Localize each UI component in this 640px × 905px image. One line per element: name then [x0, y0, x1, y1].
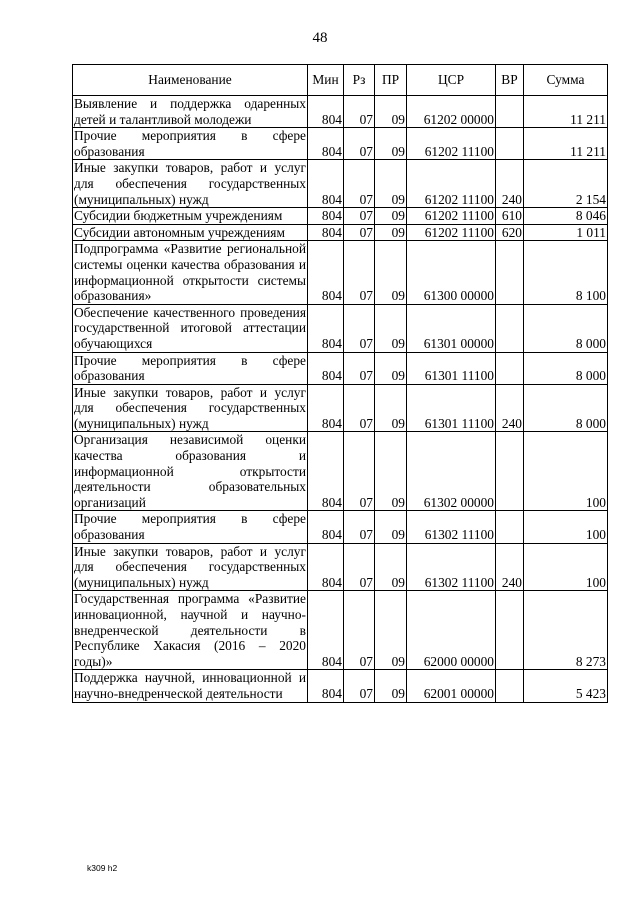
cell-vr [496, 304, 524, 352]
cell-name: Прочие мероприятия в сфере образования [74, 352, 306, 384]
table-row [73, 543, 608, 591]
cell-min: 804 [308, 384, 344, 432]
cell-rz: 07 [344, 384, 375, 432]
cell-rz: 07 [344, 96, 375, 128]
cell-min: 804 [308, 224, 344, 241]
budget-table [72, 64, 608, 703]
cell-sum: 8 000 [524, 304, 608, 352]
cell-csr: 61302 11100 [407, 511, 496, 543]
cell-rz: 07 [344, 543, 375, 591]
cell-name: Государственная программа «Развитие инновационной, научной и научно-внедренческой деятельности в Республике Хакасия (2016 – 2020 годы)» [74, 591, 306, 669]
cell-rz: 07 [344, 208, 375, 225]
cell-csr: 61302 00000 [407, 432, 496, 511]
cell-vr: 240 [496, 543, 524, 591]
cell-rz: 07 [344, 511, 375, 543]
cell-name: Подпрограмма «Развитие региональной системы оценки качества образования и информационной открытости системы образования» [74, 241, 306, 304]
cell-rz: 07 [344, 432, 375, 511]
cell-pr: 09 [375, 208, 407, 225]
cell-vr: 240 [496, 160, 524, 208]
cell-pr: 09 [375, 384, 407, 432]
cell-min: 804 [308, 128, 344, 160]
header-min: Мин [308, 65, 344, 96]
cell-sum: 11 211 [524, 96, 608, 128]
table-row [73, 511, 608, 543]
cell-pr: 09 [375, 591, 407, 670]
cell-vr [496, 352, 524, 384]
cell-csr: 61202 11100 [407, 128, 496, 160]
table-row [73, 241, 608, 304]
table-row [73, 591, 608, 670]
cell-name: Субсидии бюджетным учреждениям [73, 208, 308, 225]
cell-vr [496, 432, 524, 511]
cell-vr [496, 591, 524, 670]
cell-vr [496, 128, 524, 160]
table-row [73, 670, 608, 702]
cell-name: Организация независимой оценки качества образования и информационной открытости деятельности образовательных организаций [74, 432, 306, 510]
cell-pr: 09 [375, 241, 407, 304]
cell-sum: 8 100 [524, 241, 608, 304]
footer-code: k309 h2 [87, 863, 118, 873]
cell-vr [496, 241, 524, 304]
cell-rz: 07 [344, 670, 375, 702]
cell-csr: 61301 11100 [407, 384, 496, 432]
cell-csr: 61202 11100 [407, 224, 496, 241]
header-pr: ПР [375, 65, 407, 96]
cell-sum: 8 000 [524, 352, 608, 384]
cell-min: 804 [308, 543, 344, 591]
cell-rz: 07 [344, 224, 375, 241]
cell-min: 804 [308, 511, 344, 543]
cell-name: Поддержка научной, инновационной и научно-внедренческой деятельности [74, 670, 306, 701]
table-row [73, 96, 608, 128]
cell-pr: 09 [375, 304, 407, 352]
cell-name: Иные закупки товаров, работ и услуг для обеспечения государственных (муниципальных) нужд [74, 160, 306, 207]
header-sum: Сумма [524, 65, 608, 96]
cell-csr: 61301 11100 [407, 352, 496, 384]
cell-rz: 07 [344, 160, 375, 208]
cell-pr: 09 [375, 96, 407, 128]
table-row [73, 304, 608, 352]
table-header-row [73, 65, 608, 96]
cell-sum: 100 [524, 543, 608, 591]
cell-name: Обеспечение качественного проведения государственной итоговой аттестации обучающихся [74, 304, 306, 351]
table-row [73, 160, 608, 208]
cell-name: Прочие мероприятия в сфере образования [74, 511, 306, 543]
cell-csr: 62000 00000 [407, 591, 496, 670]
cell-vr [496, 511, 524, 543]
cell-sum: 8 000 [524, 384, 608, 432]
cell-vr: 620 [496, 224, 524, 241]
cell-pr: 09 [375, 543, 407, 591]
cell-rz: 07 [344, 304, 375, 352]
table-row [73, 208, 608, 225]
table-row [73, 384, 608, 432]
cell-name: Иные закупки товаров, работ и услуг для обеспечения государственных (муниципальных) нужд [74, 543, 306, 590]
cell-pr: 09 [375, 128, 407, 160]
cell-csr: 61202 00000 [407, 96, 496, 128]
cell-csr: 61300 00000 [407, 241, 496, 304]
cell-csr: 61202 11100 [407, 208, 496, 225]
cell-vr: 610 [496, 208, 524, 225]
cell-pr: 09 [375, 432, 407, 511]
header-vr: ВР [496, 65, 524, 96]
cell-csr: 61301 00000 [407, 304, 496, 352]
cell-name: Иные закупки товаров, работ и услуг для обеспечения государственных (муниципальных) нужд [74, 384, 306, 431]
cell-min: 804 [308, 304, 344, 352]
cell-rz: 07 [344, 352, 375, 384]
cell-min: 804 [308, 208, 344, 225]
table-row [73, 432, 608, 511]
cell-pr: 09 [375, 160, 407, 208]
cell-sum: 100 [524, 511, 608, 543]
cell-name: Выявление и поддержка одаренных детей и талантливой молодежи [74, 96, 306, 127]
cell-name: Прочие мероприятия в сфере образования [74, 128, 306, 159]
cell-sum: 8 273 [524, 591, 608, 670]
cell-csr: 61302 11100 [407, 543, 496, 591]
cell-min: 804 [308, 241, 344, 304]
cell-pr: 09 [375, 670, 407, 702]
cell-pr: 09 [375, 224, 407, 241]
header-name: Наименование [73, 65, 308, 96]
cell-sum: 2 154 [524, 160, 608, 208]
cell-sum: 8 046 [524, 208, 608, 225]
cell-vr [496, 670, 524, 702]
cell-csr: 61202 11100 [407, 160, 496, 208]
cell-rz: 07 [344, 128, 375, 160]
cell-min: 804 [308, 432, 344, 511]
cell-rz: 07 [344, 591, 375, 670]
cell-pr: 09 [375, 511, 407, 543]
cell-vr: 240 [496, 384, 524, 432]
table-body [73, 96, 608, 703]
cell-sum: 1 011 [524, 224, 608, 241]
cell-name: Субсидии автономным учреждениям [73, 224, 308, 241]
cell-min: 804 [308, 96, 344, 128]
cell-sum: 100 [524, 432, 608, 511]
cell-csr: 62001 00000 [407, 670, 496, 702]
table-row [73, 128, 608, 160]
header-csr: ЦСР [407, 65, 496, 96]
cell-min: 804 [308, 670, 344, 702]
cell-sum: 11 211 [524, 128, 608, 160]
cell-min: 804 [308, 591, 344, 670]
cell-vr [496, 96, 524, 128]
header-rz: Рз [344, 65, 375, 96]
cell-sum: 5 423 [524, 670, 608, 702]
cell-pr: 09 [375, 352, 407, 384]
cell-min: 804 [308, 160, 344, 208]
table-row [73, 224, 608, 241]
table-row [73, 352, 608, 384]
cell-min: 804 [308, 352, 344, 384]
page-number: 48 [312, 30, 328, 46]
cell-rz: 07 [344, 241, 375, 304]
